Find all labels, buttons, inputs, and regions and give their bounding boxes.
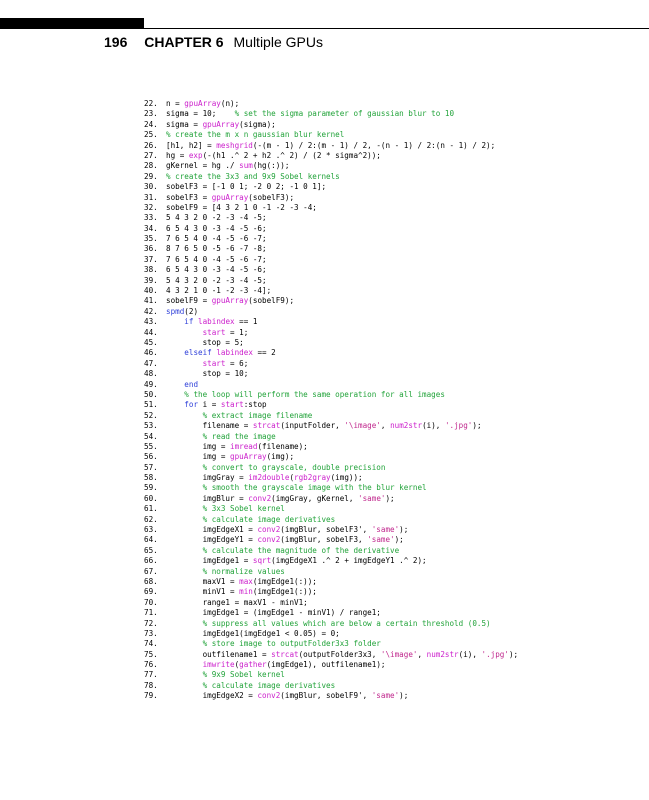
code-line <box>144 411 518 421</box>
line-number: 45. <box>144 337 158 347</box>
code-listing <box>144 99 518 702</box>
code-string: 'same' <box>358 493 386 503</box>
code-line <box>144 161 518 171</box>
code-line <box>144 286 518 296</box>
line-number: 31. <box>144 192 158 202</box>
code-comment: % extract image filename <box>202 410 313 420</box>
line-number: 67. <box>144 566 158 576</box>
code-string: '.jpg' <box>444 421 473 431</box>
code-line <box>144 369 518 379</box>
line-number: 43. <box>144 317 158 327</box>
code-comment: % read the image <box>202 431 276 441</box>
code-line <box>144 130 518 140</box>
code-text: 8 7 6 5 0 -5 -6 -7 -8; <box>166 244 267 254</box>
code-text: (img); <box>266 452 295 462</box>
line-number: 61. <box>144 504 158 514</box>
code-line <box>144 525 518 535</box>
code-text <box>166 660 203 669</box>
code-comment: % normalize values <box>202 566 285 576</box>
code-line <box>144 120 518 130</box>
code-line <box>144 400 518 410</box>
code-function: gpuArray <box>211 192 249 202</box>
code-text: == 2 <box>252 348 276 358</box>
code-text: :stop <box>243 400 267 410</box>
line-number: 55. <box>144 441 158 451</box>
code-function: gather <box>239 660 267 670</box>
code-text: ( <box>289 473 295 483</box>
line-number: 60. <box>144 493 158 503</box>
code-text: ); <box>385 493 395 503</box>
code-line <box>144 359 518 369</box>
code-line <box>144 348 518 358</box>
code-line <box>144 535 518 545</box>
code-function: imwrite <box>202 660 235 670</box>
code-function: conv2 <box>257 525 281 535</box>
line-number: 29. <box>144 171 158 181</box>
code-line <box>144 660 518 670</box>
code-text: hg = <box>166 150 189 160</box>
header-black-bar <box>0 18 144 29</box>
line-number: 66. <box>144 556 158 566</box>
code-comment: % 9x9 Sobel kernel <box>202 670 285 680</box>
line-number: 39. <box>144 275 158 285</box>
code-text: ); <box>472 421 482 431</box>
code-line <box>144 473 518 483</box>
code-line <box>144 691 518 701</box>
line-number: 70. <box>144 597 158 607</box>
code-text <box>166 463 203 472</box>
line-number: 78. <box>144 680 158 690</box>
code-line <box>144 193 518 203</box>
code-text: img = <box>166 441 231 451</box>
line-number: 50. <box>144 389 158 399</box>
code-text: minV1 = <box>166 587 240 597</box>
code-line <box>144 608 518 618</box>
line-number: 68. <box>144 576 158 586</box>
code-function: gpuArray <box>211 296 249 306</box>
code-text: imgEdge1(imgEdge1 < 0.05) = 0; <box>166 628 340 638</box>
line-number: 34. <box>144 223 158 233</box>
line-number: 59. <box>144 483 158 493</box>
line-number: 28. <box>144 161 158 171</box>
line-number: 58. <box>144 473 158 483</box>
line-number: 56. <box>144 452 158 462</box>
line-number: 46. <box>144 348 158 358</box>
line-number: 24. <box>144 119 158 129</box>
code-text: (sobelF9); <box>248 296 295 306</box>
line-number: 30. <box>144 182 158 192</box>
code-text: n = <box>166 99 185 108</box>
code-text: (sobelF3); <box>248 192 295 202</box>
line-number: 53. <box>144 421 158 431</box>
code-text: , <box>417 649 427 659</box>
code-function: rgb2gray <box>294 473 331 483</box>
line-number: 25. <box>144 130 158 140</box>
code-text: (n); <box>220 99 240 108</box>
code-text: imgEdge1 = (imgEdge1 - minV1) / range1; <box>166 608 381 618</box>
code-line <box>144 317 518 327</box>
code-comment: % suppress all values which are below a certain threshold (0.5) <box>202 618 491 628</box>
code-text: ( <box>234 660 240 670</box>
code-text: (-(m - 1) / 2:(m - 1) / 2, -(n - 1) / 2:(n - 1) / 2); <box>252 140 496 150</box>
code-function: start <box>220 400 244 410</box>
code-text: imgEdgeX1 = <box>166 525 258 535</box>
code-text: ); <box>508 649 519 659</box>
code-text <box>166 380 184 389</box>
line-number: 75. <box>144 649 158 659</box>
line-number: 26. <box>144 140 158 150</box>
code-string: 'same' <box>367 535 395 545</box>
code-text: (filename); <box>257 441 308 451</box>
line-number: 72. <box>144 618 158 628</box>
code-text: (hg(:)); <box>252 161 290 171</box>
code-function: gpuArray <box>202 119 240 129</box>
line-number: 37. <box>144 254 158 264</box>
code-line <box>144 182 518 192</box>
code-line <box>144 390 518 400</box>
code-keyword: spmd <box>166 306 185 316</box>
code-text <box>166 546 203 555</box>
code-text: 7 6 5 4 0 -4 -5 -6 -7; <box>166 234 267 244</box>
code-text: imgBlur = <box>166 493 249 503</box>
line-number: 52. <box>144 410 158 420</box>
line-number: 38. <box>144 265 158 275</box>
line-number: 64. <box>144 535 158 545</box>
line-number: 74. <box>144 639 158 649</box>
code-line <box>144 338 518 348</box>
line-number: 71. <box>144 608 158 618</box>
code-text <box>166 390 184 399</box>
code-line <box>144 629 518 639</box>
code-line <box>144 567 518 577</box>
code-text: (imgEdge1(:)); <box>252 587 317 597</box>
code-text: (outputFolder3x3, <box>298 649 381 659</box>
code-comment: % store image to outputFolder3x3 folder <box>202 639 381 649</box>
code-line <box>144 141 518 151</box>
code-text: (imgEdgeX1 .^ 2 + imgEdgeY1 .^ 2); <box>271 556 427 566</box>
code-text <box>166 328 203 337</box>
code-text: stop = 10; <box>166 369 249 379</box>
code-line <box>144 296 518 306</box>
header-rule <box>144 28 649 29</box>
code-text: gKernel = hg ./ <box>166 161 240 171</box>
code-line <box>144 432 518 442</box>
line-number: 77. <box>144 670 158 680</box>
code-text: sobelF3 = [-1 0 1; -2 0 2; -1 0 1]; <box>166 182 327 192</box>
code-line <box>144 452 518 462</box>
code-string: '.jpg' <box>481 649 509 659</box>
code-line <box>144 380 518 390</box>
code-function: conv2 <box>257 535 281 545</box>
chapter-title: Multiple GPUs <box>233 34 323 50</box>
line-number: 51. <box>144 400 158 410</box>
code-line <box>144 172 518 182</box>
code-line <box>144 650 518 660</box>
running-header <box>104 34 323 50</box>
code-text <box>166 515 203 524</box>
line-number: 36. <box>144 244 158 254</box>
line-number: 57. <box>144 462 158 472</box>
code-function: conv2 <box>248 493 272 503</box>
code-line <box>144 639 518 649</box>
code-text <box>166 567 203 576</box>
code-function: labindex <box>198 317 235 327</box>
code-text: (-(h1 .^ 2 + h2 .^ 2) / (2 * sigma^2)); <box>202 150 381 160</box>
code-line <box>144 203 518 213</box>
code-keyword: for <box>184 400 199 410</box>
code-text: (imgBlur, sobelF3, <box>280 535 368 545</box>
code-function: sum <box>239 161 253 171</box>
code-text: sobelF9 = [4 3 2 1 0 -1 -2 -3 -4; <box>166 202 317 212</box>
code-comment: % the loop will perform the same operation for all images <box>184 389 445 399</box>
code-text: (i), <box>422 421 445 431</box>
code-text: (inputFolder, <box>280 421 345 431</box>
code-function: num2str <box>426 649 459 659</box>
line-number: 69. <box>144 587 158 597</box>
code-text <box>166 670 203 679</box>
code-function: exp <box>188 150 203 160</box>
line-number: 48. <box>144 369 158 379</box>
code-text: 5 4 3 2 0 -2 -3 -4 -5; <box>166 213 267 223</box>
code-text: maxV1 = <box>166 576 240 586</box>
code-text <box>166 681 203 690</box>
code-comment: % smooth the grayscale image with the blur kernel <box>202 483 427 493</box>
code-string: 'same' <box>371 691 400 701</box>
code-line <box>144 99 518 109</box>
code-text: (sigma); <box>239 119 276 129</box>
line-number: 40. <box>144 286 158 296</box>
code-function: meshgrid <box>216 140 253 150</box>
code-line <box>144 442 518 452</box>
code-text: stop = 5; <box>166 337 244 347</box>
code-function: im2double <box>248 473 290 483</box>
code-text <box>166 411 203 420</box>
code-function: conv2 <box>257 691 281 701</box>
code-text: (imgGray, gKernel, <box>271 493 359 503</box>
code-text: imgEdgeX2 = <box>166 691 258 701</box>
line-number: 42. <box>144 306 158 316</box>
code-text: (img)); <box>330 473 363 483</box>
code-line <box>144 463 518 473</box>
code-text <box>166 483 203 492</box>
code-line <box>144 670 518 680</box>
line-number: 32. <box>144 202 158 212</box>
code-text: , <box>380 421 391 431</box>
line-number: 41. <box>144 296 158 306</box>
code-text: i = <box>198 400 221 410</box>
line-number: 47. <box>144 358 158 368</box>
code-function: max <box>239 576 253 586</box>
code-line <box>144 307 518 317</box>
code-line <box>144 109 518 119</box>
code-line <box>144 504 518 514</box>
code-text <box>166 639 203 648</box>
code-function: strcat <box>252 421 281 431</box>
line-number: 65. <box>144 545 158 555</box>
line-number: 22. <box>144 99 158 108</box>
code-text: ); <box>399 691 409 701</box>
code-comment: % convert to grayscale, double precision <box>202 462 386 472</box>
line-number: 23. <box>144 109 158 119</box>
line-number: 27. <box>144 150 158 160</box>
code-comment: % create the 3x3 and 9x9 Sobel kernels <box>166 171 340 181</box>
code-function: sqrt <box>252 556 272 566</box>
code-line <box>144 276 518 286</box>
code-text: filename = <box>166 421 253 431</box>
code-line <box>144 421 518 431</box>
code-text: 6 5 4 3 0 -3 -4 -5 -6; <box>166 265 267 275</box>
code-comment: % create the m x n gaussian blur kernel <box>166 130 345 140</box>
code-function: min <box>239 587 253 597</box>
code-comment: % calculate image derivatives <box>202 514 336 524</box>
code-keyword: elseif <box>184 348 212 358</box>
code-line <box>144 265 518 275</box>
code-text: 7 6 5 4 0 -4 -5 -6 -7; <box>166 254 267 264</box>
code-text: 5 4 3 2 0 -2 -3 -4 -5; <box>166 275 267 285</box>
code-text: range1 = maxV1 - minV1; <box>166 597 308 607</box>
code-comment: % 3x3 Sobel kernel <box>202 504 285 514</box>
code-text <box>166 432 203 441</box>
code-line <box>144 598 518 608</box>
code-text: ); <box>394 535 404 545</box>
code-text <box>166 348 184 357</box>
code-text: sobelF9 = <box>166 296 212 306</box>
code-text: (2) <box>184 306 199 316</box>
code-text: 4 3 2 1 0 -1 -2 -3 -4]; <box>166 286 272 296</box>
code-line <box>144 494 518 504</box>
line-number: 79. <box>144 691 158 701</box>
line-number: 76. <box>144 660 158 670</box>
code-text <box>166 400 184 409</box>
code-line <box>144 483 518 493</box>
chapter-label: CHAPTER 6 <box>144 34 224 50</box>
code-text: (imgBlur, sobelF9', <box>280 691 372 701</box>
code-text: (imgEdge1), outfilename1); <box>266 660 386 670</box>
code-text: imgGray = <box>166 473 249 483</box>
code-comment: % set the sigma parameter of gaussian blur to 10 <box>234 109 455 119</box>
code-function: strcat <box>271 649 299 659</box>
code-line <box>144 681 518 691</box>
code-text: (imgBlur, sobelF3', <box>280 525 372 535</box>
code-line <box>144 255 518 265</box>
code-text: img = <box>166 452 231 462</box>
code-function: start <box>202 327 226 337</box>
code-function: imread <box>230 441 258 451</box>
code-text: [h1, h2] = <box>166 140 217 150</box>
line-number: 33. <box>144 213 158 223</box>
line-number: 63. <box>144 525 158 535</box>
line-number: 44. <box>144 327 158 337</box>
code-text: 6 5 4 3 0 -3 -4 -5 -6; <box>166 223 267 233</box>
code-function: num2str <box>390 421 423 431</box>
code-line <box>144 515 518 525</box>
code-line <box>144 619 518 629</box>
code-text: = 6; <box>225 358 249 368</box>
code-text <box>166 359 203 368</box>
page-number: 196 <box>104 34 128 50</box>
code-line <box>144 556 518 566</box>
code-string: '\image' <box>344 421 381 431</box>
code-text: (imgEdge1(:)); <box>252 576 317 586</box>
line-number: 54. <box>144 431 158 441</box>
line-number: 49. <box>144 379 158 389</box>
code-text <box>166 317 184 326</box>
code-function: start <box>202 358 226 368</box>
code-function: labindex <box>216 348 253 358</box>
code-text: outfilename1 = <box>166 649 272 659</box>
code-text: sigma = <box>166 119 203 129</box>
code-text: imgEdge1 = <box>166 556 253 566</box>
code-text: ); <box>399 525 409 535</box>
line-number: 62. <box>144 514 158 524</box>
code-comment: % calculate image derivatives <box>202 680 336 690</box>
code-text: = 1; <box>225 327 249 337</box>
code-keyword: end <box>184 379 199 389</box>
code-line <box>144 151 518 161</box>
code-line <box>144 328 518 338</box>
code-text: imgEdgeY1 = <box>166 535 258 545</box>
code-function: gpuArray <box>230 452 267 462</box>
code-text: sigma = 10; <box>166 109 235 119</box>
code-line <box>144 213 518 223</box>
code-line <box>144 234 518 244</box>
code-keyword: if <box>184 317 194 327</box>
code-string: '\image' <box>380 649 418 659</box>
code-comment: % calculate the magnitude of the derivative <box>202 545 400 555</box>
code-function: gpuArray <box>184 99 221 108</box>
code-text: == 1 <box>234 317 258 327</box>
code-line <box>144 546 518 556</box>
code-text <box>166 504 203 513</box>
code-line <box>144 244 518 254</box>
code-text <box>166 619 203 628</box>
line-number: 73. <box>144 628 158 638</box>
code-line <box>144 577 518 587</box>
code-line <box>144 587 518 597</box>
code-text: sobelF3 = <box>166 192 212 202</box>
line-number: 35. <box>144 234 158 244</box>
code-text: (i), <box>458 649 482 659</box>
code-string: 'same' <box>371 525 400 535</box>
code-line <box>144 224 518 234</box>
